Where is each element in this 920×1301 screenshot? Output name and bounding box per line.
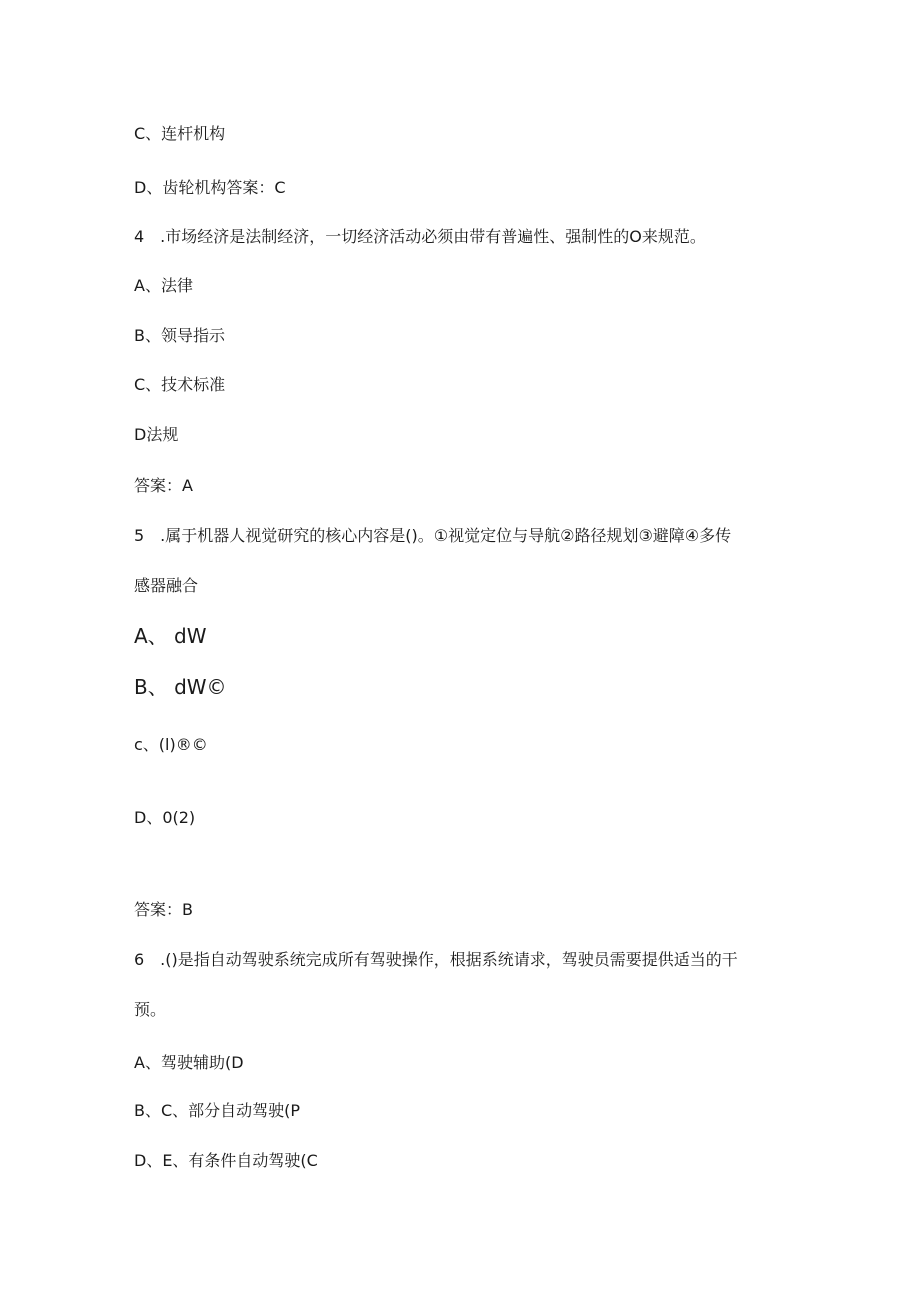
option-a-6: A、驾驶辅助(D xyxy=(134,1053,244,1072)
option-d-regulation: D法规 xyxy=(134,425,179,444)
option-a-law: A、法律 xyxy=(134,276,193,295)
option-b-5: B、 dW© xyxy=(134,675,227,699)
option-d-6: D、E、有条件自动驾驶(C xyxy=(134,1151,318,1170)
option-c-standard: C、技术标准 xyxy=(134,375,226,394)
question-5-line-1: 5 .属于机器人视觉研究的核心内容是()。①视觉定位与导航②路径规划③避障④多传 xyxy=(134,526,732,545)
question-6-line-1: 6 .()是指自动驾驶系统完成所有驾驶操作，根据系统请求，驾驶员需要提供适当的干 xyxy=(134,950,738,969)
question-5-line-2: 感器融合 xyxy=(134,576,199,595)
option-c-5: c、(l)®© xyxy=(134,735,208,754)
answer-4: 答案：A xyxy=(134,476,193,495)
option-b-instruction: B、领导指示 xyxy=(134,326,225,345)
option-d-gear-answer: D、齿轮机构答案：C xyxy=(134,178,286,197)
question-6-line-2: 预。 xyxy=(134,1000,167,1019)
answer-5: 答案：B xyxy=(134,900,193,919)
option-d-5: D、0(2) xyxy=(134,808,196,827)
option-a-5: A、 dW xyxy=(134,624,207,648)
option-c-linkage: C、连杆机构 xyxy=(134,124,226,143)
option-b-6: B、C、部分自动驾驶(P xyxy=(134,1101,301,1120)
question-4: 4 .市场经济是法制经济，一切经济活动必须由带有普遍性、强制性的O来规范。 xyxy=(134,227,706,246)
